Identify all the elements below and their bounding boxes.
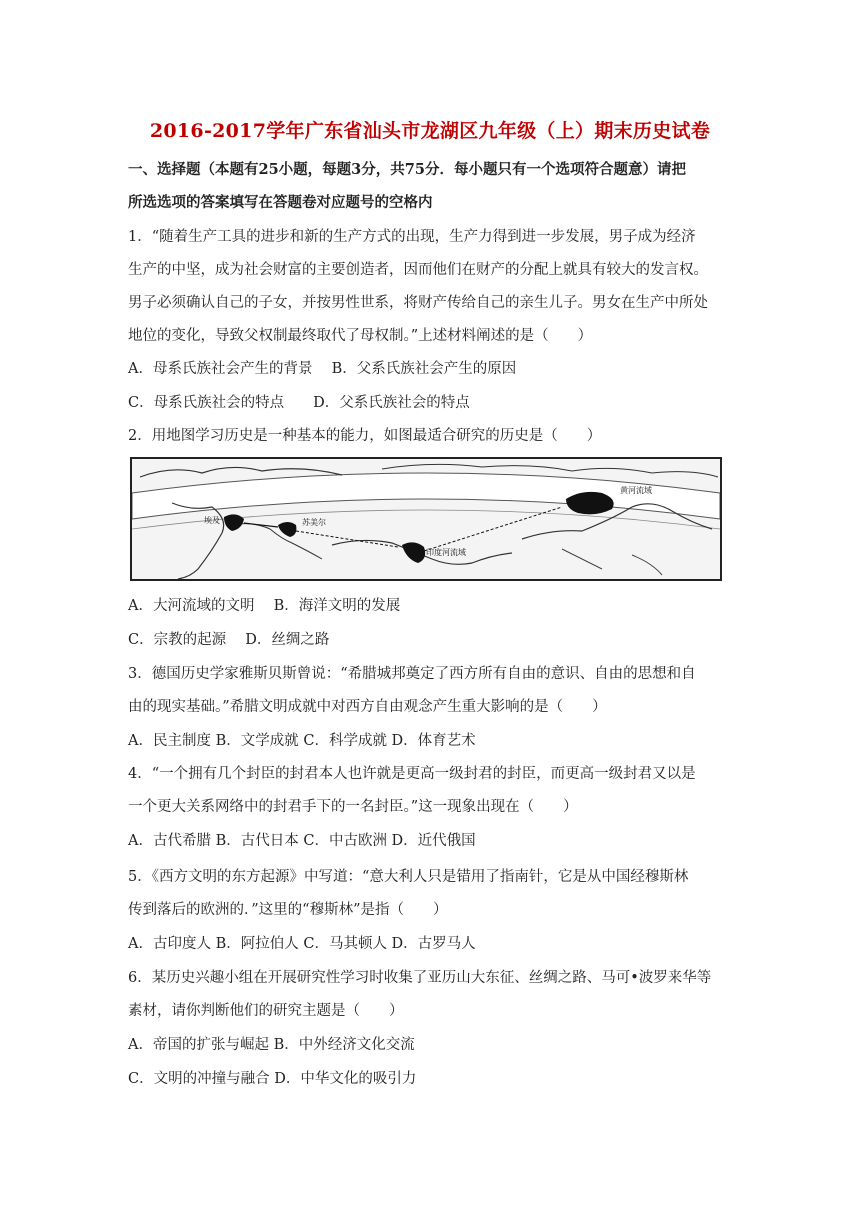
q1-stem-line-1: 1．“随着生产工具的进步和新的生产方式的出现，生产力得到进一步发展，男子成为经济: [128, 229, 696, 245]
section-heading-line-2: 所选选项的答案填写在答题卷对应题号的空格内: [128, 194, 433, 211]
q4-options: A．古代希腊 B．古代日本 C．中古欧洲 D．近代俄国: [128, 833, 476, 849]
map-label-sumer: 苏美尔: [302, 518, 326, 527]
q6-stem-line-2: 素材，请你判断他们的研究主题是（ ）: [128, 1003, 404, 1019]
q3-stem-line-2: 由的现实基础。”希腊文明成就中对西方自由观念产生重大影响的是（ ）: [128, 699, 607, 715]
section-heading-line-1: 一、选择题（本题有25小题，每题3分，共75分．每小题只有一个选项符合题意）请把: [128, 161, 686, 178]
q2-options-ab: A．大河流域的文明 B．海洋文明的发展: [128, 598, 401, 614]
q1-options-ab: A．母系氏族社会产生的背景 B．父系氏族社会产生的原因: [128, 361, 517, 377]
world-map-figure: [130, 457, 722, 581]
map-label-yellow-river: 黄河流域: [620, 486, 652, 495]
map-label-indus: 印度河流域: [426, 548, 466, 557]
q6-options-cd: C．文明的冲撞与融合 D．中华文化的吸引力: [128, 1071, 417, 1087]
q1-stem-line-4: 地位的变化，导致父权制最终取代了母权制。”上述材料阐述的是（ ）: [128, 328, 593, 344]
q6-options-ab: A．帝国的扩张与崛起 B．中外经济文化交流: [128, 1037, 415, 1053]
q4-stem-line-2: 一个更大关系网络中的封君手下的一名封臣。”这一现象出现在（ ）: [128, 799, 578, 815]
q3-options: A．民主制度 B．文学成就 C．科学成就 D．体育艺术: [128, 733, 476, 749]
q1-stem-line-3: 男子必须确认自己的子女，并按男性世系，将财产传给自己的亲生儿子。男女在生产中所处: [128, 295, 708, 311]
q1-stem-line-2: 生产的中坚，成为社会财富的主要创造者，因而他们在财产的分配上就具有较大的发言权。: [128, 262, 708, 278]
q6-stem-line-1: 6．某历史兴趣小组在开展研究性学习时收集了亚历山大东征、丝绸之路、马可•波罗来华等: [128, 970, 712, 986]
q2-stem: 2．用地图学习历史是一种基本的能力，如图最适合研究的历史是（ ）: [128, 428, 602, 444]
q1-options-cd: C．母系氏族社会的特点 D．父系氏族社会的特点: [128, 395, 470, 411]
q5-stem-line-2: 传到落后的欧洲的．”这里的“穆斯林”是指（ ）: [128, 902, 448, 918]
q3-stem-line-1: 3．德国历史学家雅斯贝斯曾说：“希腊城邦奠定了西方所有自由的意识、自由的思想和自: [128, 666, 696, 682]
q2-options-cd: C．宗教的起源 D．丝绸之路: [128, 632, 330, 648]
q5-options: A．古印度人 B．阿拉伯人 C．马其顿人 D．古罗马人: [128, 936, 476, 952]
map-label-egypt: 埃及: [204, 516, 220, 525]
q5-stem-line-1: 5．《西方文明的东方起源》中写道：“意大利人只是错用了指南针，它是从中国经穆斯林: [128, 869, 689, 885]
page-title: 2016-2017学年广东省汕头市龙湖区九年级（上）期末历史试卷: [149, 120, 711, 142]
q4-stem-line-1: 4．“一个拥有几个封臣的封君本人也许就是更高一级封君的封臣，而更高一级封君又以是: [128, 766, 696, 782]
